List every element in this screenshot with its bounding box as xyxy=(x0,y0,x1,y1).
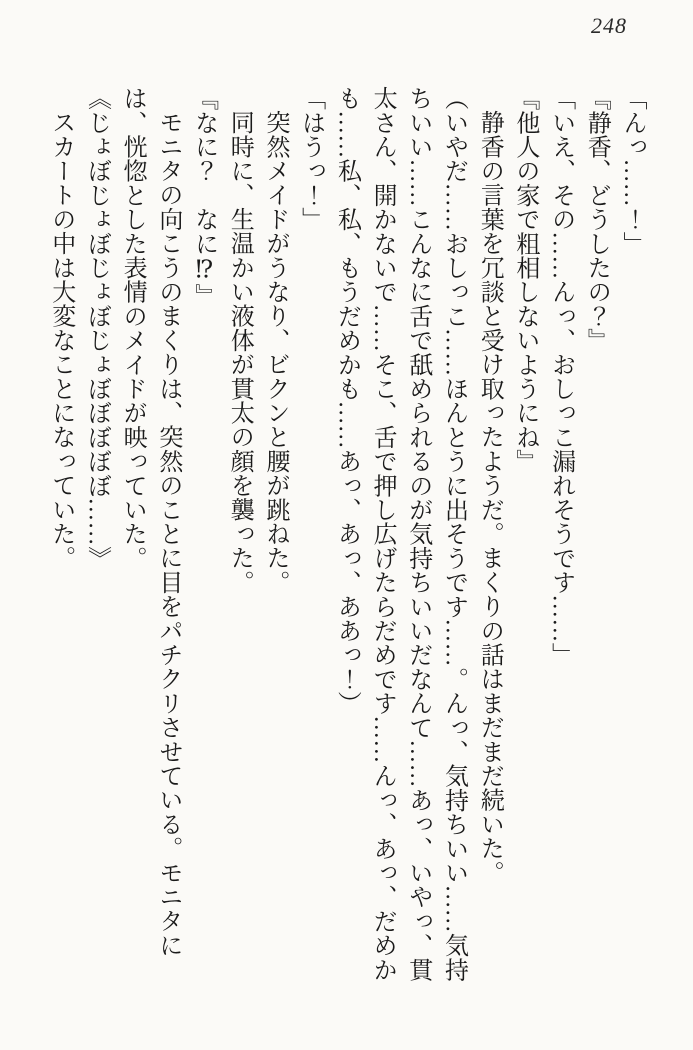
dialogue-line: 「いえ、その……んっ、おしっこ漏れそうです……」 xyxy=(547,86,574,667)
narration-line: スカートの中は大変なことになっていた。 xyxy=(47,110,74,570)
dialogue-line: 『静香、どうしたの？』 xyxy=(583,86,610,353)
dialogue-line: 『他人の家で粗相しないようにね』 xyxy=(511,86,538,474)
narration-line: 同時に、生温かい液体が貫太の顔を襲った。 xyxy=(226,110,253,594)
inner-monologue-line: （いやだ……おしっこ……ほんとうに出そうです……。んっ、気持ちいい……気持ちいい……こんなに舌で舐められるのが気持ちいいだなんて……あっ、いやっ、貫太さん、開かないで……そこ、舌で押し広げたらだめです……んっ、あっ、だめかも……私、私、もうだめかも……あっ、あっ、ああっ！） xyxy=(333,86,467,982)
vertical-text-block xyxy=(42,86,649,1004)
narration-line: モニタの向こうのまくりは、突然のことに目をパチクリさせている。モニタには、恍惚とした表情のメイドが映っていた。 xyxy=(119,86,181,957)
sound-effect-line: 《じょぼじょぼじょぼじょぼぼぼぼぼ……》 xyxy=(83,86,110,570)
narration-line: 突然メイドがうなり、ビクンと腰が跳ねた。 xyxy=(261,110,288,594)
dialogue-line: 「んっ……！」 xyxy=(619,86,645,256)
dialogue-line: 『なに？ なに⁉』 xyxy=(190,86,217,308)
page-number: 248 xyxy=(591,13,627,38)
dialogue-line: 「はうっ！」 xyxy=(297,86,324,232)
narration-line: 静香の言葉を冗談と受け取ったようだ。まくりの話はまだまだ続いた。 xyxy=(476,110,503,885)
